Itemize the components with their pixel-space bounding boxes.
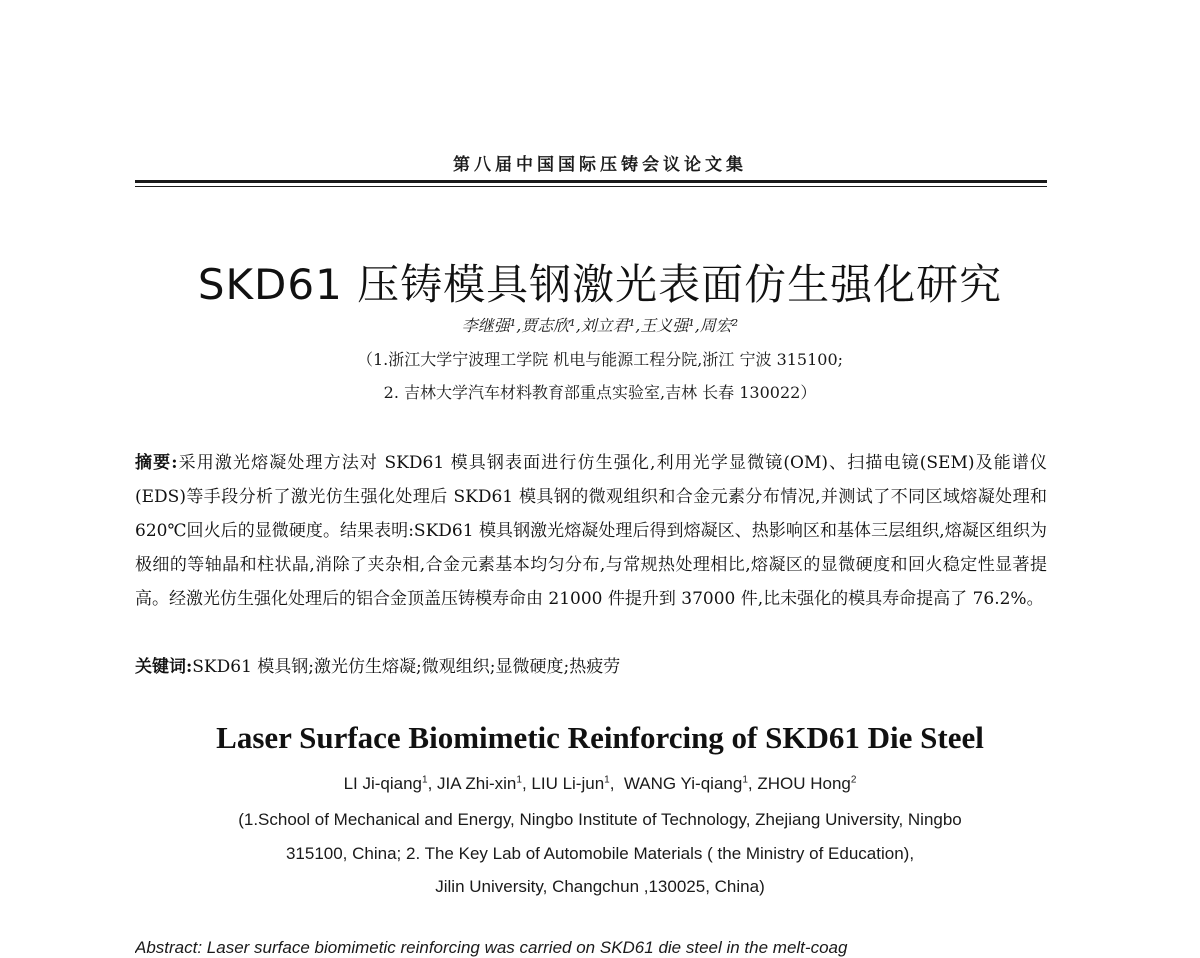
author-name: ZHOU Hong	[757, 774, 851, 793]
running-header: 第八届中国国际压铸会议论文集	[453, 155, 747, 175]
author-name: LI Ji-qiang	[343, 774, 422, 793]
english-affiliation-line3: Jilin University, Changchun ,130025, China)	[435, 877, 765, 896]
abstract-text: 采用激光熔凝处理方法对 SKD61 模具钢表面进行仿生强化,利用光学显微镜(OM)、扫描电镜(SEM)及能谱仪(EDS)等手段分析了激光仿生强化处理后 SKD61 模具钢的微观组织和合金元素分布情况,并测试了不同区域熔凝处理和 620℃回火后的显微硬度。结果表明:SKD61 模具钢激光熔凝处理后得到熔凝区、热影响区和基体三层组织,熔凝区组织为极细的等轴晶和柱状晶,消除了夹杂相,合金元素基本均匀分布,与常规热处理相比,熔凝区的显微硬度和回火稳定性显著提高。经激光仿生强化处理后的铝合金顶盖压铸模寿命由 21000 件提升到 37000 件,比未强化的模具寿命提高了 76.2%。	[135, 453, 1047, 609]
author-separator: ,	[747, 774, 758, 793]
chinese-title: SKD61 压铸模具钢激光表面仿生强化研究	[197, 260, 1003, 309]
english-abstract-cutoff: Abstract: Laser surface biomimetic reinforcing was carried on SKD61 die steel in the melt-coag	[135, 938, 848, 957]
chinese-keywords	[135, 650, 1047, 684]
author-mark: 1	[742, 774, 748, 786]
english-affiliation-line1: (1.School of Mechanical and Energy, Ningbo Institute of Technology, Zhejiang University, Ningbo	[238, 810, 962, 829]
author-separator: ,	[609, 774, 624, 793]
english-authors	[0, 774, 1200, 794]
keywords-label: 关键词:	[135, 657, 193, 677]
author-mark: 1	[422, 774, 428, 786]
author-separator: ,	[521, 774, 532, 793]
author-mark: 2	[850, 774, 857, 786]
keywords-text: SKD61 模具钢;激光仿生熔凝;微观组织;显微硬度;热疲劳	[192, 657, 621, 677]
author-mark: 1	[604, 774, 610, 786]
abstract-label: 摘要:	[135, 453, 178, 473]
chinese-affiliation-line1: （1.浙江大学宁波理工学院 机电与能源工程分院,浙江 宁波 315100;	[356, 350, 844, 369]
chinese-affiliation-line2: 2. 吉林大学汽车材料教育部重点实验室,吉林 长春 130022）	[383, 383, 817, 402]
chinese-authors: 李继强¹,贾志欣¹,刘立君¹,王义强¹,周宏²	[461, 316, 739, 335]
chinese-abstract	[135, 446, 1047, 616]
header-rule-thick	[135, 180, 1047, 183]
english-affiliation-line2: 315100, China; 2. The Key Lab of Automobile Materials ( the Ministry of Education),	[285, 844, 915, 863]
author-name: LIU Li-jun	[531, 774, 605, 793]
author-name: WANG Yi-qiang	[623, 774, 743, 793]
author-mark: 1	[516, 774, 522, 786]
header-rule-thin	[135, 186, 1047, 187]
author-separator: ,	[427, 774, 438, 793]
english-title: Laser Surface Biomimetic Reinforcing of SKD61 Die Steel	[216, 720, 984, 755]
author-name: JIA Zhi-xin	[437, 774, 517, 793]
